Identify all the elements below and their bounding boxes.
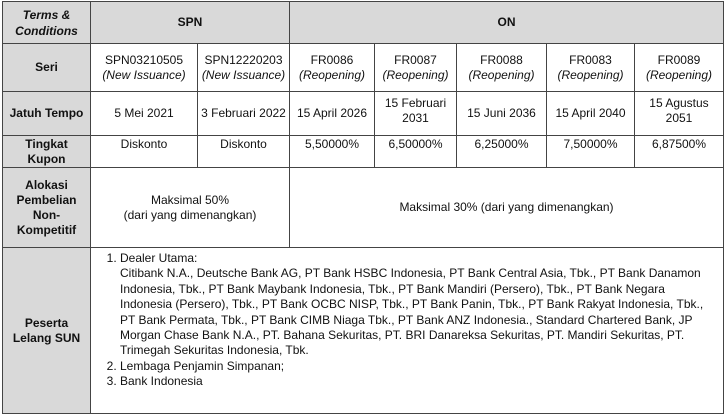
terms-line-2: Conditions bbox=[15, 23, 78, 38]
alokasi-label bbox=[3, 168, 91, 248]
list-item: 2. Lembaga Penjamin Simpanan; bbox=[120, 359, 717, 374]
series-cell bbox=[91, 44, 198, 92]
spn-allocation-line1: Maksimal 50% bbox=[150, 192, 230, 207]
series-code: SPN03210505 bbox=[104, 52, 184, 67]
seri-label: Seri bbox=[3, 44, 91, 92]
maturity-cell: 15 April 2040 bbox=[547, 92, 635, 136]
coupon-cell: 7,50000% bbox=[547, 136, 635, 168]
series-code: FR0086 bbox=[310, 52, 354, 67]
series-cell bbox=[547, 44, 635, 92]
coupon-cell: 6,87500% bbox=[635, 136, 724, 168]
alokasi-line: Kompetitif bbox=[16, 222, 77, 237]
jatuh-tempo-label: Jatuh Tempo bbox=[3, 92, 91, 136]
alokasi-row bbox=[3, 168, 724, 248]
spn-header: SPN bbox=[91, 2, 290, 44]
maturity-cell: 15 Februari 2031 bbox=[375, 92, 457, 136]
maturity-cell: 15 Juni 2036 bbox=[457, 92, 547, 136]
series-note: (New Issuance) bbox=[201, 67, 286, 82]
series-code: FR0083 bbox=[569, 52, 612, 67]
spn-allocation bbox=[91, 168, 290, 248]
participants-cell bbox=[91, 248, 724, 414]
series-note: (Reopening) bbox=[468, 67, 535, 82]
series-code: FR0089 bbox=[657, 52, 701, 67]
maturity-cell: 15 Agustus 2051 bbox=[635, 92, 724, 136]
peserta-row bbox=[3, 248, 724, 414]
terms-conditions-header bbox=[3, 2, 91, 44]
maturity-cell: 5 Mei 2021 bbox=[91, 92, 198, 136]
jatuh-tempo-row bbox=[3, 92, 724, 136]
series-note: (Reopening) bbox=[298, 67, 366, 82]
coupon-cell: 6,50000% bbox=[375, 136, 457, 168]
dealer-utama-title: Dealer Utama: bbox=[120, 251, 198, 265]
list-item bbox=[120, 251, 717, 359]
participants-list bbox=[99, 251, 717, 390]
alokasi-line: Alokasi bbox=[25, 177, 68, 192]
series-note: (Reopening) bbox=[557, 67, 624, 82]
series-code: FR0088 bbox=[480, 52, 523, 67]
on-allocation: Maksimal 30% (dari yang dimenangkan) bbox=[290, 168, 724, 248]
maturity-cell: 3 Februari 2022 bbox=[198, 92, 290, 136]
alokasi-line: Pembelian bbox=[16, 192, 77, 207]
series-cell bbox=[375, 44, 457, 92]
coupon-cell: Diskonto bbox=[91, 136, 198, 168]
peserta-line: Lelang SUN bbox=[12, 330, 81, 345]
tingkat-kupon-row bbox=[3, 136, 724, 168]
dealer-utama-banks: Citibank N.A., Deutsche Bank AG, PT Bank HSBC Indonesia, PT Bank Central Asia, Tbk., PT Bank Danamon Indonesia, Tbk., PT Bank Maybank Indonesia, Tbk., PT Bank Mandiri (Persero), Tbk., PT Bank Negara Indonesia (Persero), Tbk., PT Bank OCBC NISP, Tbk., PT Bank Panin, Tbk., PT Bank Rakyat Indonesia, Tbk., PT Bank Permata, Tbk., PT Bank CIMB Niaga Tbk., PT Bank ANZ Indonesia., Standard Chartered Bank, JP Morgan Chase Bank N.A., PT. Bahana Sekuritas, PT. BRI Danareksa Sekuritas, PT. Mandiri Sekuritas, PT. Trimegah Sekuritas Indonesia, Tbk. bbox=[120, 266, 704, 358]
series-cell bbox=[457, 44, 547, 92]
series-note: (Reopening) bbox=[382, 67, 449, 82]
spn-allocation-line2: (dari yang dimenangkan) bbox=[123, 207, 257, 222]
on-header: ON bbox=[290, 2, 724, 44]
maturity-cell: 15 April 2026 bbox=[290, 92, 375, 136]
series-cell bbox=[635, 44, 724, 92]
series-cell bbox=[198, 44, 290, 92]
series-note: (Reopening) bbox=[645, 67, 713, 82]
header-row bbox=[3, 2, 724, 44]
alokasi-line: Non- bbox=[32, 207, 61, 222]
list-item: 3. Bank Indonesia bbox=[120, 374, 717, 389]
coupon-cell: Diskonto bbox=[198, 136, 290, 168]
series-code: SPN12220203 bbox=[204, 52, 283, 67]
series-cell bbox=[290, 44, 375, 92]
auction-terms-table bbox=[2, 1, 724, 414]
peserta-line: Peserta bbox=[24, 315, 69, 330]
seri-row bbox=[3, 44, 724, 92]
coupon-cell: 6,25000% bbox=[457, 136, 547, 168]
series-note: (New Issuance) bbox=[102, 67, 186, 82]
terms-line-1: Terms & bbox=[22, 7, 71, 22]
coupon-cell: 5,50000% bbox=[290, 136, 375, 168]
peserta-label bbox=[3, 248, 91, 414]
series-code: FR0087 bbox=[394, 52, 437, 67]
tingkat-kupon-label: Tingkat Kupon bbox=[3, 136, 91, 168]
